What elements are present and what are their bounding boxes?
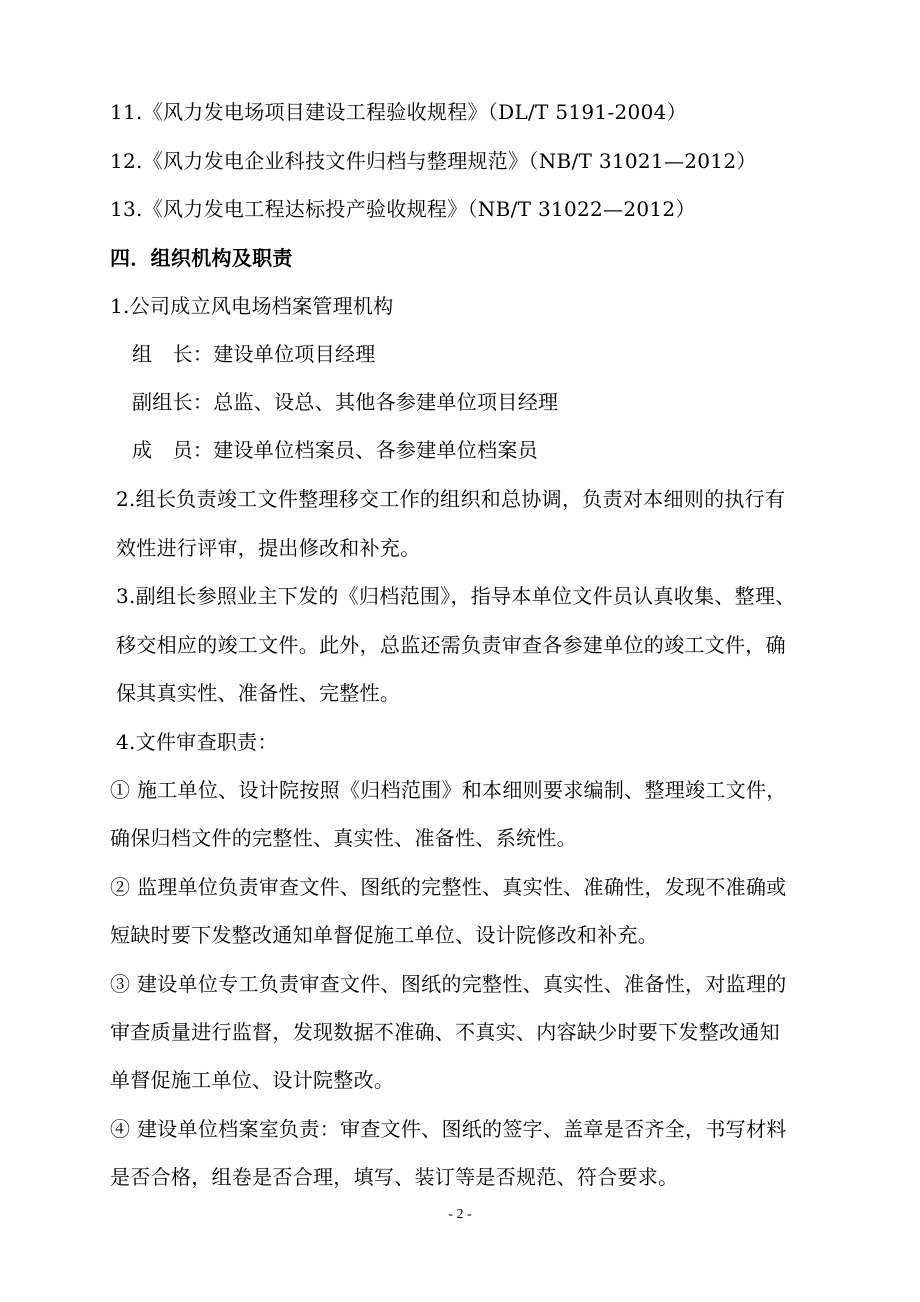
duty-4-line-2: 是否合格，组卷是否合理，填写、装订等是否规范、符合要求。 <box>110 1165 679 1189</box>
duty-1-line-1: ① 施工单位、设计院按照《归档范围》和本细则要求编制、整理竣工文件， <box>110 778 787 802</box>
duty-3-line-1: ③ 建设单位专工负责审查文件、图纸的完整性、真实性、准备性，对监理的 <box>110 972 787 996</box>
org-item-4-title: 4.文件审查职责： <box>116 730 278 754</box>
org-item-3-line-2: 移交相应的竣工文件。此外，总监还需负责审查各参建单位的竣工文件，确 <box>116 633 786 657</box>
org-item-2-line-2: 效性进行评审，提出修改和补充。 <box>116 536 421 560</box>
standard-item-12: 12.《风力发电企业科技文件归档与整理规范》（NB/T 31021—2012） <box>110 149 757 173</box>
org-member-leader: 组 长：建设单位项目经理 <box>132 342 376 366</box>
duty-2-line-2: 短缺时要下发整改通知单督促施工单位、设计院修改和补充。 <box>110 923 659 947</box>
duty-2-line-1: ② 监理单位负责审查文件、图纸的完整性、真实性、准确性，发现不准确或 <box>110 875 787 899</box>
org-item-1-title: 1.公司成立风电场档案管理机构 <box>110 294 394 318</box>
duty-1-line-2: 确保归档文件的完整性、真实性、准备性、系统性。 <box>110 826 577 850</box>
org-member-deputy: 副组长：总监、设总、其他各参建单位项目经理 <box>132 390 559 414</box>
org-item-3-line-1: 3.副组长参照业主下发的《归档范围》，指导本单位文件员认真收集、整理、 <box>116 584 796 608</box>
org-member-staff: 成 员：建设单位档案员、各参建单位档案员 <box>132 438 538 462</box>
duty-3-line-3: 单督促施工单位、设计院整改。 <box>110 1068 395 1092</box>
org-item-2-line-1: 2.组长负责竣工文件整理移交工作的组织和总协调，负责对本细则的执行有 <box>116 487 786 511</box>
duty-3-line-2: 审查质量进行监督，发现数据不准确、不真实、内容缺少时要下发整改通知 <box>110 1020 780 1044</box>
section-heading: 四．组织机构及职责 <box>110 246 293 270</box>
duty-4-line-1: ④ 建设单位档案室负责：审查文件、图纸的签字、盖章是否齐全，书写材料 <box>110 1117 787 1141</box>
standard-item-13: 13.《风力发电工程达标投产验收规程》（NB/T 31022—2012） <box>110 197 696 221</box>
org-item-3-line-3: 保其真实性、准备性、完整性。 <box>116 681 401 705</box>
standard-item-11: 11.《风力发电场项目建设工程验收规程》（DL/T 5191-2004） <box>110 100 687 124</box>
page-number: - 2 - <box>448 1207 472 1222</box>
